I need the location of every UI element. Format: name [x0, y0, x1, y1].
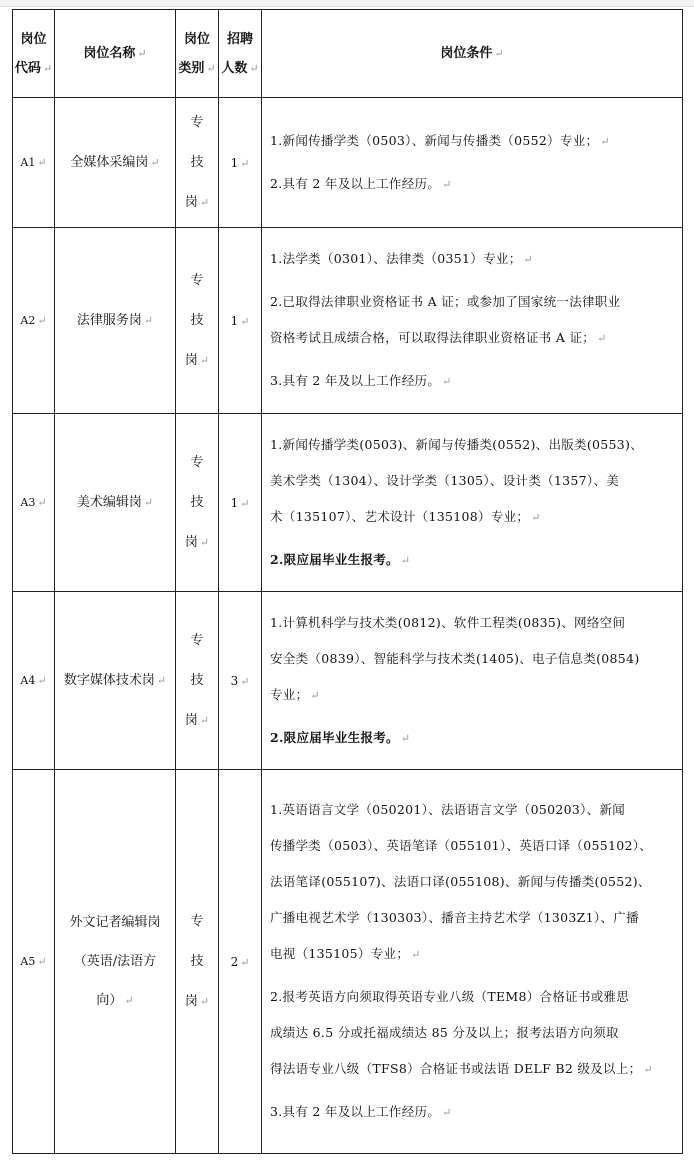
- condition-text-continued: 传播学类（0503）、英语笔译（055101）、英语口译（055102）、: [270, 838, 653, 853]
- position-type-char: 岗: [184, 712, 198, 728]
- paragraph-mark: ↵: [199, 195, 210, 209]
- paragraph-mark: ↵: [37, 314, 47, 327]
- paragraph-mark: ↵: [143, 314, 154, 327]
- position-conditions: [262, 592, 683, 770]
- position-code: [13, 414, 55, 592]
- condition-item: [270, 542, 682, 579]
- paragraph-mark: ↵: [37, 955, 47, 968]
- table-row: [13, 228, 683, 414]
- header-conditions: [262, 10, 683, 98]
- position-code: [13, 98, 55, 228]
- position-type: [176, 98, 219, 228]
- position-code: [13, 228, 55, 414]
- paragraph-mark: ↵: [400, 553, 411, 567]
- position-name: [55, 228, 176, 414]
- paragraph-mark: ↵: [442, 1106, 452, 1119]
- job-positions-table: [12, 9, 683, 1154]
- condition-item: [270, 363, 682, 400]
- header-code-line2: 代码: [14, 60, 41, 76]
- paragraph-mark: ↵: [137, 47, 147, 60]
- paragraph-mark: ↵: [156, 674, 167, 687]
- position-name-text: 数字媒体技术岗: [63, 673, 155, 688]
- condition-item: [270, 241, 682, 278]
- hiring-count: [219, 414, 262, 592]
- paragraph-mark: ↵: [442, 177, 452, 191]
- position-code: [13, 770, 55, 1154]
- position-type: [176, 770, 219, 1154]
- hiring-count: [219, 770, 262, 1154]
- header-count-line1: 招聘: [226, 31, 253, 47]
- condition-item: [270, 166, 682, 203]
- position-type-char: 专: [190, 454, 204, 470]
- paragraph-mark: ↵: [400, 731, 411, 745]
- position-name: [55, 592, 176, 770]
- position-code-text: A2: [20, 314, 36, 327]
- paragraph-mark: ↵: [199, 994, 210, 1008]
- hiring-count-text: 2: [230, 954, 239, 969]
- position-name: [55, 414, 176, 592]
- table-row: [13, 592, 683, 770]
- position-code-text: A5: [20, 955, 36, 968]
- header-count: [219, 10, 262, 98]
- position-code: [13, 592, 55, 770]
- paragraph-mark: ↵: [240, 314, 250, 328]
- hiring-count: [219, 228, 262, 414]
- paragraph-mark: ↵: [42, 61, 53, 75]
- position-type-char: 专: [190, 272, 204, 288]
- condition-text: 1.英语语言文学（050201）、法语语言文学（050203）、新闻: [270, 802, 626, 817]
- hiring-count-text: 1: [230, 495, 239, 510]
- position-type-char: 岗: [184, 352, 198, 368]
- position-type-char: 岗: [184, 534, 198, 550]
- condition-text: 2.具有 2 年及以上工作经历。: [270, 175, 441, 191]
- paragraph-mark: ↵: [37, 496, 47, 509]
- paragraph-mark: ↵: [240, 674, 250, 688]
- position-conditions: [262, 770, 683, 1154]
- position-type-char: 专: [190, 632, 204, 648]
- condition-text-continued: 得法语专业八级（TFS8）合格证书或法语 DELF B2 级及以上；: [270, 1061, 642, 1076]
- condition-text: 2.限应届毕业生报考。: [270, 551, 399, 567]
- header-code: [13, 10, 55, 98]
- condition-text-continued: 术（135107）、艺术设计（135108）专业；: [270, 508, 530, 524]
- position-name-text: 美术编辑岗: [76, 495, 142, 510]
- position-conditions: [262, 414, 683, 592]
- position-conditions: [262, 98, 683, 228]
- hiring-count-text: 1: [230, 155, 239, 170]
- position-name-text: 法律服务岗: [76, 313, 142, 328]
- condition-text-continued: 法语笔译(055107)、法语口译(055108)、新闻与传播类(0552)、: [270, 874, 651, 889]
- paragraph-mark: ↵: [597, 332, 607, 345]
- condition-text: 3.具有 2 年及以上工作经历。: [270, 373, 441, 388]
- position-name-text: 外文记者编辑岗: [69, 915, 161, 930]
- position-name: [55, 770, 176, 1154]
- position-code-text: A1: [20, 156, 36, 169]
- paragraph-mark: ↵: [206, 61, 216, 75]
- paragraph-mark: ↵: [249, 61, 259, 75]
- table-row: [13, 770, 683, 1154]
- condition-item: [270, 979, 682, 1088]
- paragraph-mark: ↵: [240, 496, 250, 510]
- hiring-count: [219, 98, 262, 228]
- paragraph-mark: ↵: [494, 47, 504, 60]
- condition-text: 1.法学类（0301）、法律类（0351）专业；: [270, 251, 522, 266]
- header-conditions-text: 岗位条件: [440, 46, 493, 61]
- header-code-line1: 岗位: [20, 31, 47, 47]
- paragraph-mark: ↵: [531, 510, 541, 524]
- condition-text: 2.报考英语方向须取得英语专业八级（TEM8）合格证书或雅思: [270, 989, 630, 1004]
- condition-text: 1.新闻传播学类(0503)、新闻与传播类(0552)、出版类(0553)、: [270, 436, 644, 452]
- condition-text: 2.限应届毕业生报考。: [270, 729, 399, 745]
- position-type-char: 岗: [184, 993, 198, 1009]
- condition-item: [270, 1094, 682, 1131]
- condition-item: [270, 427, 682, 536]
- hiring-count-text: 3: [230, 673, 239, 688]
- condition-text-continued: 资格考试且成绩合格，可以取得法律职业资格证书 A 证；: [270, 330, 596, 345]
- condition-text-continued: 美术学类（1304）、设计学类（1305）、设计类（1357）、美: [270, 472, 620, 488]
- position-name: [55, 98, 176, 228]
- position-type-char: 专: [190, 114, 204, 130]
- hiring-count: [219, 592, 262, 770]
- position-type: [176, 414, 219, 592]
- condition-item: [270, 605, 682, 714]
- paragraph-mark: ↵: [411, 948, 421, 961]
- condition-text: 1.计算机科学与技术类(0812)、软件工程类(0835)、网络空间: [270, 614, 626, 630]
- header-count-line2: 人数: [221, 60, 248, 76]
- paragraph-mark: ↵: [150, 156, 160, 169]
- paragraph-mark: ↵: [643, 1063, 653, 1076]
- paragraph-mark: ↵: [199, 353, 210, 367]
- condition-item: [270, 284, 682, 357]
- header-type-line1: 岗位: [183, 31, 210, 47]
- position-name-text: （英语/法语方: [73, 954, 157, 969]
- position-code-text: A3: [20, 496, 36, 509]
- hiring-count-text: 1: [230, 313, 239, 328]
- position-type-char: 技: [190, 953, 204, 969]
- position-type-char: 技: [190, 312, 204, 328]
- paragraph-mark: ↵: [37, 674, 47, 687]
- page-top-edge: [0, 0, 694, 7]
- condition-text-continued: 电视（135105）专业；: [270, 946, 410, 961]
- header-type: [176, 10, 219, 98]
- position-conditions: [262, 228, 683, 414]
- position-type-char: 技: [190, 154, 204, 170]
- paragraph-mark: ↵: [600, 134, 610, 148]
- paragraph-mark: ↵: [143, 496, 154, 509]
- paragraph-mark: ↵: [199, 713, 210, 727]
- position-name-text: 向）: [96, 993, 123, 1008]
- condition-text: 2.已取得法律职业资格证书 A 证；或参加了国家统一法律职业: [270, 294, 621, 309]
- table-row: [13, 414, 683, 592]
- condition-item: [270, 720, 682, 757]
- condition-item: [270, 123, 682, 160]
- header-type-line2: 类别: [178, 60, 205, 76]
- condition-text-continued: 安全类（0839）、智能科学与技术类(1405)、电子信息类(0854): [270, 650, 640, 666]
- paragraph-mark: ↵: [310, 688, 320, 702]
- paragraph-mark: ↵: [240, 156, 250, 170]
- paragraph-mark: ↵: [240, 955, 250, 969]
- condition-text-continued: 广播电视艺术学（130303）、播音主持艺术学（1303Z1）、广播: [270, 910, 639, 925]
- position-type-char: 技: [190, 672, 204, 688]
- position-type: [176, 592, 219, 770]
- paragraph-mark: ↵: [442, 375, 452, 388]
- header-row: [13, 10, 683, 98]
- paragraph-mark: ↵: [37, 156, 47, 169]
- table-row: [13, 98, 683, 228]
- condition-text: 3.具有 2 年及以上工作经历。: [270, 1104, 441, 1119]
- paragraph-mark: ↵: [124, 994, 134, 1007]
- position-type-char: 专: [190, 913, 204, 929]
- condition-text: 1.新闻传播学类（0503）、新闻与传播类（0552）专业；: [270, 132, 599, 148]
- paragraph-mark: ↵: [199, 535, 210, 549]
- condition-item: [270, 792, 682, 973]
- condition-text-continued: 专业；: [270, 686, 309, 702]
- position-type: [176, 228, 219, 414]
- condition-text-continued: 成绩达 6.5 分或托福成绩达 85 分及以上；报考法语方向须取: [270, 1025, 619, 1040]
- position-type-char: 技: [190, 494, 204, 510]
- position-name-text: 全媒体采编岗: [70, 155, 149, 170]
- position-type-char: 岗: [184, 194, 198, 210]
- header-name-text: 岗位名称: [83, 46, 136, 61]
- position-code-text: A4: [20, 674, 36, 687]
- header-name: [55, 10, 176, 98]
- paragraph-mark: ↵: [523, 253, 534, 266]
